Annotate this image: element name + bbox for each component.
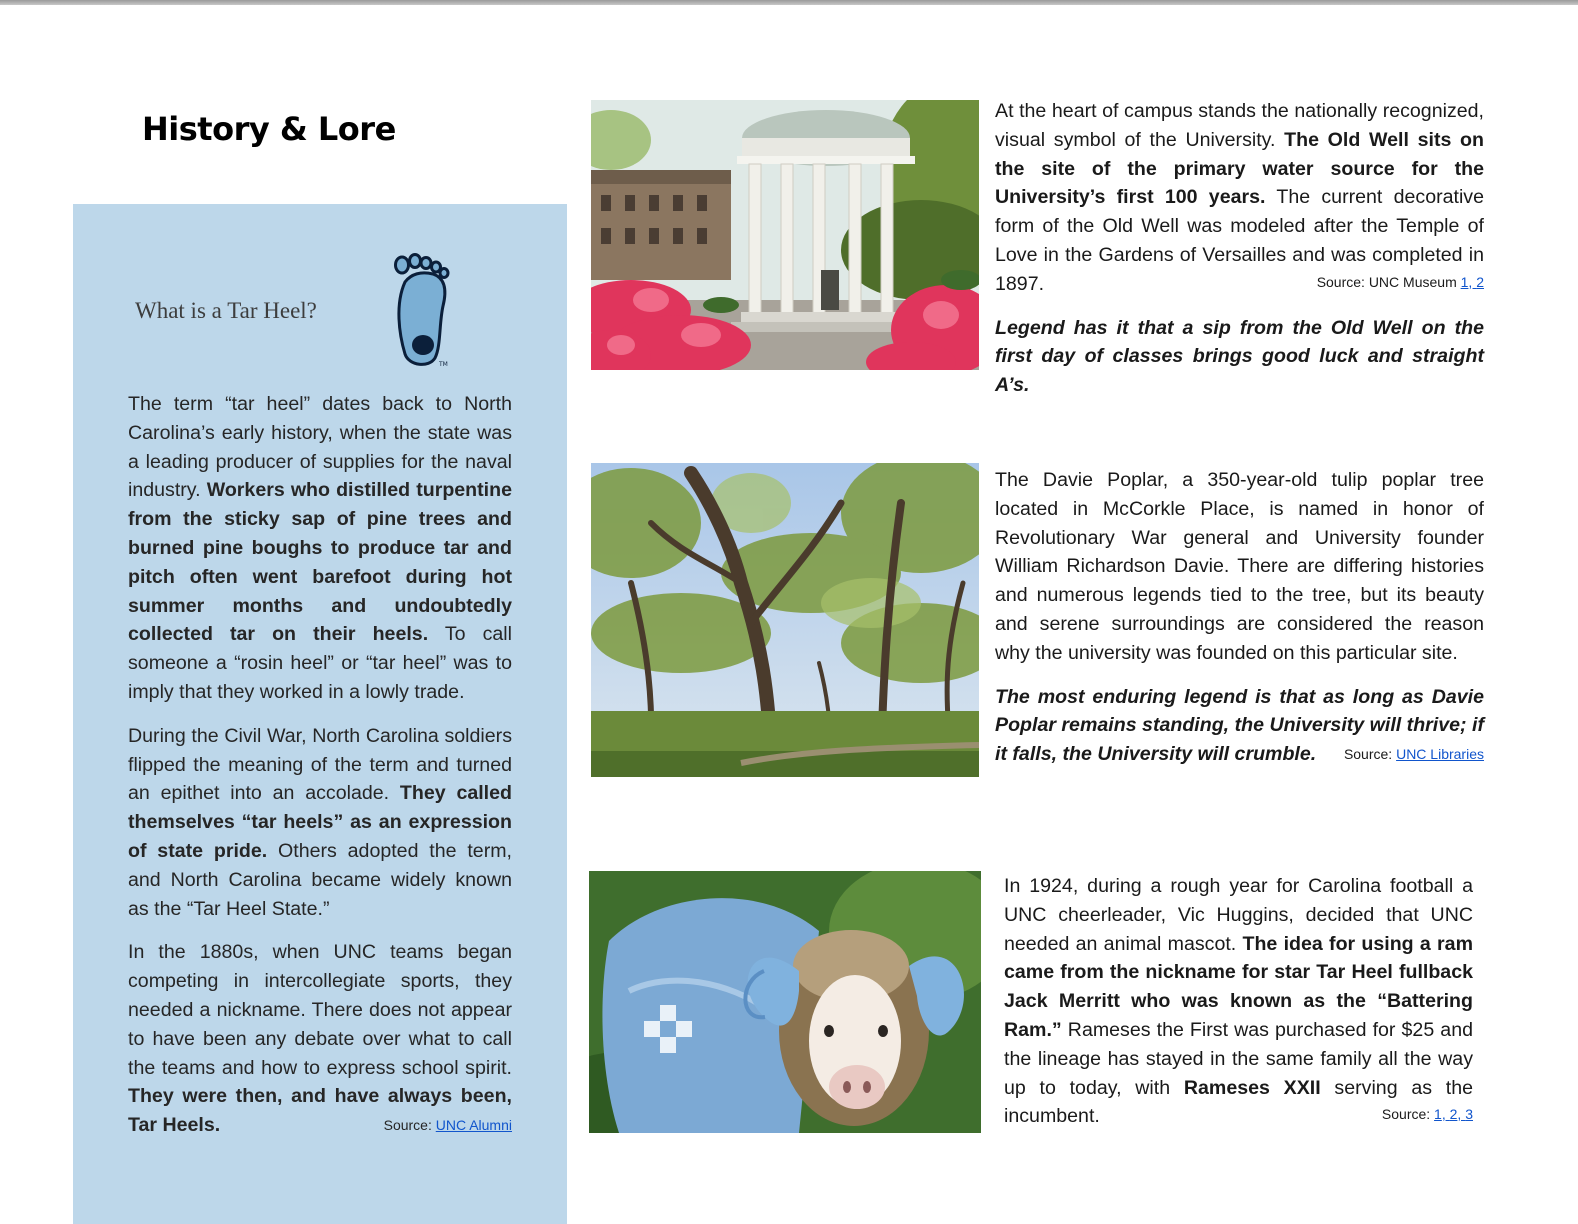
sidebar-paragraph: The term “tar heel” dates back to North Carolina’s early history, when the state was a leading producer of supplies for the naval industry. Workers who distilled turpentine from the sticky sap of pine trees and burned pine boughs to produce tar and pitch often went barefoot during hot summer months and undoubtedly collected tar on their heels. To call someone a “rosin heel” or “tar heel” was to imply that they worked in a lowly trade. (128, 393, 512, 703)
tar-heel-sidebar (73, 204, 567, 1224)
page-title: History & Lore (142, 110, 396, 148)
rameses-photo (589, 871, 981, 1133)
window-top-border (0, 0, 1578, 5)
rameses-source: Source: 1, 2, 3 (1381, 1106, 1473, 1123)
source-link-1[interactable]: 1 (1434, 1106, 1442, 1123)
davie-poplar-text (995, 466, 1484, 784)
sidebar-paragraph: During the Civil War, North Carolina soldiers flipped the meaning of the term and turned an epithet into an accolade. They called themselves “tar heels” as an expression of state pride. Others adopted the term, and North Carolina became widely known as the “Tar Heel State.” (128, 724, 512, 920)
old-well-paragraph: At the heart of campus stands the nationally recognized, visual symbol of the University. The Old Well sits on the site of the primary water source for the University’s first 100 years. The current decorative form of the Old Well was modeled after the Temple of Love in the Gardens of Versailles and was completed in 1897. (995, 100, 1484, 295)
davie-poplar-paragraph: The Davie Poplar, a 350-year-old tulip poplar tree located in McCorkle Place, is named in honor of Revolutionary War general and University founder William Richardson Davie. There are differing histories and numerous legends tied to the tree, but its beauty and serene surroundings are considered the reason why the university was founded on this particular site. (995, 469, 1484, 664)
tar-heel-foot-icon (393, 252, 459, 370)
source-link-2[interactable]: 2 (1449, 1106, 1458, 1123)
unc-alumni-link[interactable]: UNC Alumni (435, 1117, 512, 1134)
rameses-paragraph: In 1924, during a rough year for Carolina football a UNC cheerleader, Vic Huggins, decided that UNC needed an animal mascot. The idea for using a ram came from the nickname for star Tar Heel fullback Jack Merritt who was known as the “Battering Ram.” Rameses the First was purchased for $25 and the lineage has stayed in the same family all the way up to today, with Rameses XXII serving as the incumbent. (1004, 875, 1473, 1128)
sidebar-source: Source: UNC Alumni (383, 1117, 512, 1134)
davie-poplar-photo (591, 463, 979, 777)
sidebar-heading: What is a Tar Heel? (135, 298, 317, 323)
old-well-legend: Legend has it that a sip from the Old Well on the first day of classes brings good luck and straight A’s. (995, 316, 1484, 397)
rameses-text (1004, 872, 1473, 1128)
unc-libraries-link[interactable]: UNC Libraries (1396, 746, 1484, 763)
source-link-3[interactable]: 3 (1465, 1106, 1473, 1123)
old-well-source: Source: UNC Museum 1, 2 (1316, 273, 1484, 290)
sidebar-paragraph: In the 1880s, when UNC teams began competing in intercollegiate sports, they needed a nickname. There does not appear to have been any debate over what to call the teams and how to express school spirit. They were then, and have always been, Tar Heels. Source: UNC Alumni (128, 938, 512, 1140)
trademark-mark: TM (439, 361, 448, 368)
old-well-text (995, 97, 1484, 415)
sidebar-body (128, 390, 512, 1155)
old-well-photo (591, 100, 979, 370)
davie-poplar-source: Source: UNC Libraries (1343, 746, 1484, 763)
davie-poplar-legend: The most enduring legend is that as long as Davie Poplar remains standing, the University will thrive; if it falls, the University will crumble. Source: UNC Libraries (995, 683, 1484, 769)
source-link-1[interactable]: 1 (1460, 273, 1469, 290)
source-link-2[interactable]: 2 (1476, 273, 1484, 290)
